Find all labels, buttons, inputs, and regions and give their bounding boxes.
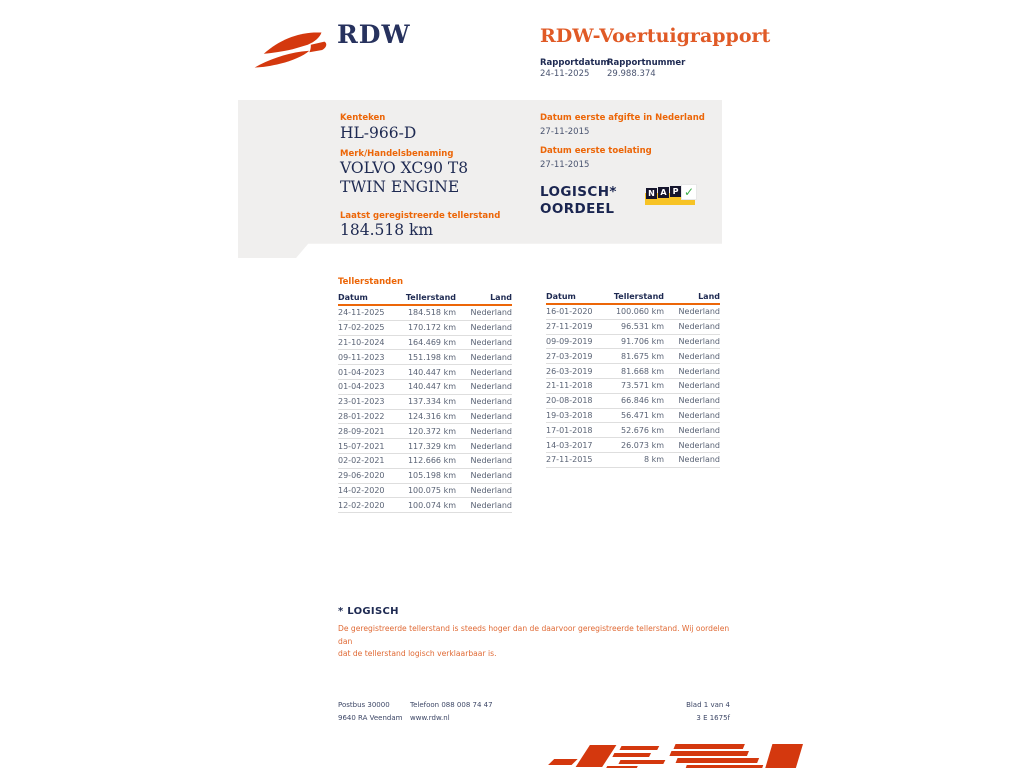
- col-tellerstand: Tellerstand: [608, 290, 664, 304]
- laatste-tellerstand-label: Laatst geregistreerde tellerstand: [340, 211, 501, 221]
- logisch-body: [338, 623, 740, 661]
- decorative-stripes-graphic: [543, 741, 803, 768]
- footer-address-line1: Postbus 30000: [338, 701, 390, 709]
- table-row: 21-10-2024 164.469 km Nederland: [338, 335, 512, 350]
- tellerstanden-section: [338, 277, 512, 513]
- table-row: 29-06-2020 105.198 km Nederland: [338, 468, 512, 483]
- table-row: 27-11-2015 8 km Nederland: [546, 452, 720, 467]
- oordeel-text: [540, 184, 617, 218]
- table-row: 12-02-2020 100.074 km Nederland: [338, 498, 512, 513]
- report-number-label: Rapportnummer: [607, 58, 686, 68]
- merk-line2: TWIN ENGINE: [340, 178, 460, 196]
- nap-logo: [645, 184, 701, 210]
- table-row: 09-11-2023 151.198 km Nederland: [338, 350, 512, 365]
- nap-checkmark-icon: ✓: [683, 185, 695, 199]
- tellerstanden-section-right: [546, 290, 720, 468]
- table-header-row: [338, 291, 512, 305]
- footer-address-line2: 9640 RA Veendam: [338, 714, 403, 722]
- table-row: 01-04-2023 140.447 km Nederland: [338, 365, 512, 380]
- tellerstanden-title: Tellerstanden: [338, 277, 404, 287]
- col-land: Land: [456, 291, 512, 305]
- oordeel-line1: LOGISCH*: [540, 184, 617, 200]
- kenteken-value: HL-966-D: [340, 124, 417, 142]
- table-row: 14-03-2017 26.073 km Nederland: [546, 438, 720, 453]
- table-row: 01-04-2023 140.447 km Nederland: [338, 379, 512, 394]
- rdw-logo-text: RDW: [337, 20, 411, 49]
- footer-website: www.rdw.nl: [410, 714, 450, 722]
- eerste-afgifte-value: 27-11-2015: [540, 127, 590, 137]
- table-row: 17-02-2025 170.172 km Nederland: [338, 320, 512, 335]
- merk-label: Merk/Handelsbenaming: [340, 149, 454, 159]
- table-row: 15-07-2021 117.329 km Nederland: [338, 439, 512, 454]
- rdw-logo-bird-icon: [252, 28, 334, 72]
- nap-letter-a: A: [658, 187, 669, 198]
- logisch-body-line2: dat de tellerstand logisch verklaarbaar is.: [338, 649, 497, 658]
- table-row: 23-01-2023 137.334 km Nederland: [338, 394, 512, 409]
- vehicle-summary-box: [238, 100, 722, 258]
- nap-letter-p: P: [670, 186, 681, 197]
- tellerstanden-table-left: [338, 291, 512, 513]
- footer-page-number: Blad 1 van 4: [686, 701, 730, 709]
- logisch-note: [338, 606, 740, 661]
- nap-letter-n: N: [646, 188, 657, 199]
- table-row: 28-09-2021 120.372 km Nederland: [338, 424, 512, 439]
- table-row: 20-08-2018 66.846 km Nederland: [546, 393, 720, 408]
- footer-phone: Telefoon 088 008 74 47: [410, 701, 493, 709]
- table-row: 26-03-2019 81.668 km Nederland: [546, 364, 720, 379]
- footer-form-code: 3 E 1675f: [696, 714, 730, 722]
- merk-value: [340, 159, 468, 197]
- footer-address: [338, 699, 402, 725]
- table-row: 24-11-2025 184.518 km Nederland: [338, 305, 512, 320]
- laatste-tellerstand-value: 184.518 km: [340, 221, 434, 239]
- page-title: RDW-Voertuigrapport: [540, 25, 771, 47]
- logisch-heading: * LOGISCH: [338, 606, 399, 617]
- col-tellerstand: Tellerstand: [400, 291, 456, 305]
- tellerstanden-table-right: [546, 290, 720, 468]
- table-row: 17-01-2018 52.676 km Nederland: [546, 423, 720, 438]
- table-row: 21-11-2018 73.571 km Nederland: [546, 378, 720, 393]
- eerste-toelating-value: 27-11-2015: [540, 160, 590, 170]
- col-land: Land: [664, 290, 720, 304]
- report-date-value: 24-11-2025: [540, 69, 590, 79]
- report-number-value: 29.988.374: [607, 69, 656, 79]
- footer-contact: [410, 699, 493, 725]
- vehicle-summary-box-background: [238, 100, 722, 258]
- table-row: 02-02-2021 112.666 km Nederland: [338, 453, 512, 468]
- col-datum: Datum: [546, 290, 608, 304]
- table-header-row: [546, 290, 720, 304]
- oordeel-line2: OORDEEL: [540, 201, 615, 217]
- table-row: 16-01-2020 100.060 km Nederland: [546, 304, 720, 319]
- table-body-left: [338, 305, 512, 513]
- eerste-afgifte-label: Datum eerste afgifte in Nederland: [540, 113, 705, 123]
- merk-line1: VOLVO XC90 T8: [340, 159, 469, 177]
- col-datum: Datum: [338, 291, 400, 305]
- eerste-toelating-label: Datum eerste toelating: [540, 146, 652, 156]
- footer-page-info: [630, 699, 730, 725]
- kenteken-label: Kenteken: [340, 113, 386, 123]
- table-row: 27-11-2019 96.531 km Nederland: [546, 319, 720, 334]
- table-body-right: [546, 304, 720, 467]
- table-row: 19-03-2018 56.471 km Nederland: [546, 408, 720, 423]
- table-row: 14-02-2020 100.075 km Nederland: [338, 483, 512, 498]
- table-row: 09-09-2019 91.706 km Nederland: [546, 334, 720, 349]
- table-row: 28-01-2022 124.316 km Nederland: [338, 409, 512, 424]
- logisch-body-line1: De geregistreerde tellerstand is steeds hoger dan de daarvoor geregistreerde tellerstand. Wij oordelen dan: [338, 624, 730, 646]
- report-date-label: Rapportdatum: [540, 58, 610, 68]
- table-row: 27-03-2019 81.675 km Nederland: [546, 349, 720, 364]
